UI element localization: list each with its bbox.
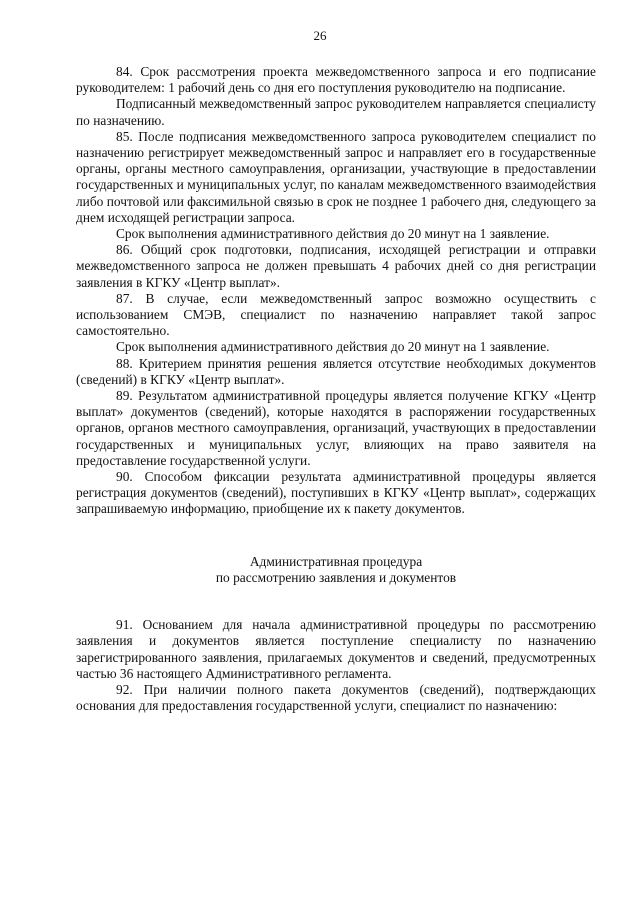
paragraph-87-deadline: Срок выполнения административного действия до 20 минут на 1 заявление. bbox=[116, 339, 550, 355]
paragraph-86: 86. Общий срок подготовки, подписания, исходящей регистрации и отправки межведомственного запроса не должен превышать 4 рабочих дней со дня регистрации заявления в КГКУ «Центр выплат». bbox=[76, 242, 596, 290]
paragraph-84-note: Подписанный межведомственный запрос руководителем направляется специалисту по назначению. bbox=[76, 96, 596, 128]
paragraph-88: 88. Критерием принятия решения является отсутствие необходимых документов (сведений) в КГКУ «Центр выплат». bbox=[76, 355, 596, 387]
paragraph-92: 92. При наличии полного пакета документов (сведений), подтверждающих основания для предоставления государственной услуги, специалист по назначению: bbox=[76, 681, 596, 714]
paragraph-89: 89. Результатом административной процедуры является получение КГКУ «Центр выплат» документов (сведений), которые находятся в распоряжении государственных органов, органов местного самоуправления, организаций, участвующих в предоставлении государственных и муниципальных услуг, влияющих на право заявителя на предоставление государственной услуги. bbox=[76, 388, 596, 468]
page-number: 26 bbox=[313, 28, 327, 43]
paragraph-84: 84. Срок рассмотрения проекта межведомственного запроса и его подписание руководителем: 1 рабочий день со дня его поступления руководителю на подписание. bbox=[76, 64, 596, 96]
paragraph-85-deadline: Срок выполнения административного действия до 20 минут на 1 заявление. bbox=[116, 226, 550, 242]
section-heading-line-2: по рассмотрению заявления и документов bbox=[215, 569, 457, 585]
paragraph-85: 85. После подписания межведомственного запроса руководителем специалист по назначению регистрирует межведомственный запрос и направляет его в государственные органы, органы местного самоуправления, организации, участвующие в предоставлении государственных и муниципальных услуг, по каналам межведомственного взаимодействия либо почтовой или факсимильной связью в срок не позднее 1 рабочего дня, следующего за днем исходящей регистрации запроса. bbox=[76, 128, 596, 225]
section-heading bbox=[76, 554, 596, 586]
paragraph-91: 91. Основанием для начала административной процедуры по рассмотрению заявления и документов является поступление специалисту по назначению зарегистрированного заявления, прилагаемых документов и сведений, предусмотренных частью 36 настоящего Административного регламента. bbox=[76, 617, 596, 681]
section-heading-line-1: Административная процедура bbox=[249, 553, 423, 569]
document-body bbox=[76, 64, 596, 714]
paragraph-87: 87. В случае, если межведомственный запрос возможно осуществить с использованием СМЭВ, специалист по назначению направляет такой запрос самостоятельно. bbox=[76, 290, 596, 339]
paragraph-90: 90. Способом фиксации результата административной процедуры является регистрация документов (сведений), поступивших в КГКУ «Центр выплат», содержащих запрашиваемую информацию, приобщение их к пакету документов. bbox=[76, 469, 596, 517]
